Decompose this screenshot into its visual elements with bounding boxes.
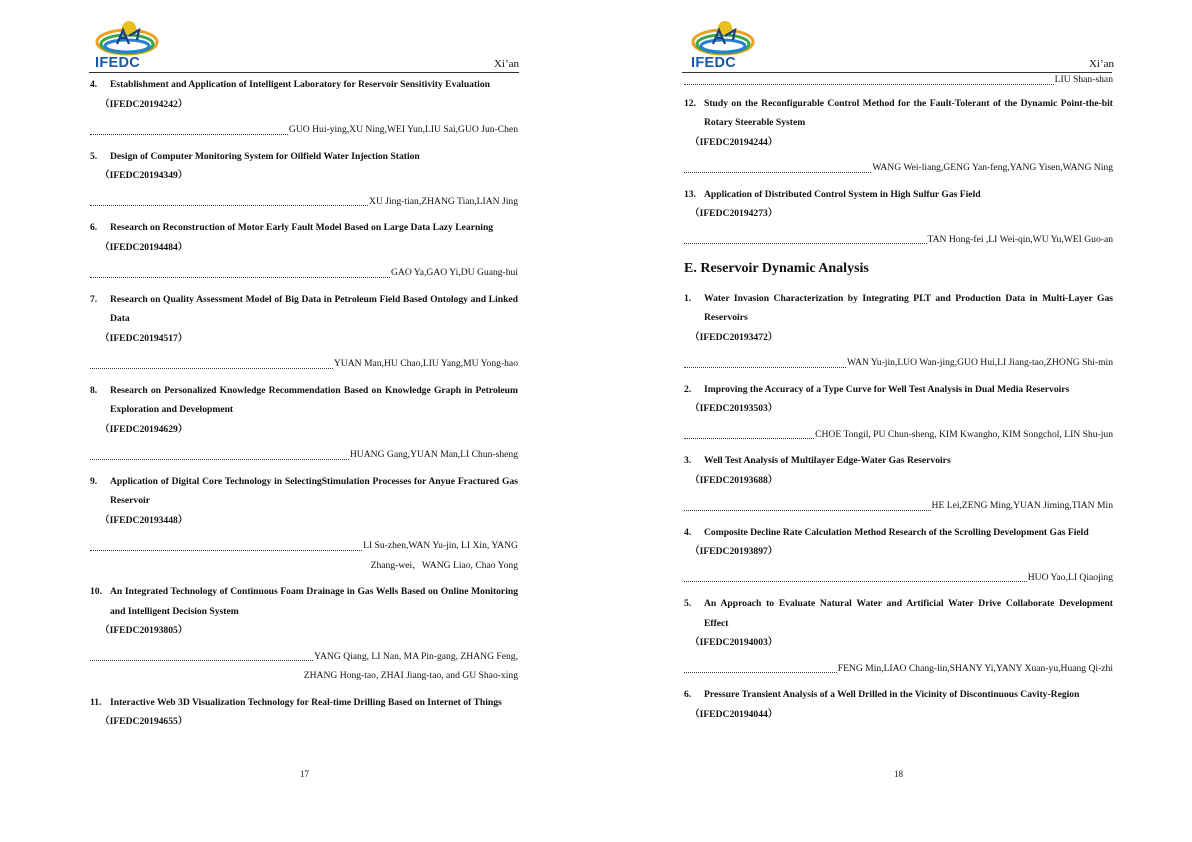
right-page [596, 0, 1192, 842]
leader-dots [684, 428, 814, 439]
left-entry-list [90, 74, 518, 732]
right-entry-list [684, 74, 1113, 724]
author-names: YUAN Man,HU Chao,LIU Yang,MU Yong-hao [333, 358, 518, 369]
paper-title: Research on Quality Assessment Model of Big Data in Petroleum Field Based Ontology and Linked Data [110, 293, 518, 324]
entry-number: 7. [90, 293, 98, 305]
paper-title: Water Invasion Characterization by Integrating PLT and Production Data in Multi-Layer Gas Reservoirs [704, 292, 1113, 323]
entry-number: 10. [90, 586, 102, 597]
paper-code: （IFEDC20194044） [690, 708, 778, 720]
entry-number: 4. [90, 79, 98, 90]
leader-dots [90, 267, 390, 278]
paper-title: Interactive Web 3D Visualization Technology for Real-time Drilling Based on Internet of Things [110, 696, 502, 708]
leader-dots [684, 74, 1054, 85]
author-names: XU Jing-tian,ZHANG Tian,LIAN Jing [369, 195, 518, 207]
paper-code: （IFEDC20194003） [690, 637, 778, 648]
paper-code: （IFEDC20193472） [690, 331, 778, 343]
section-heading: E. Reservoir Dynamic Analysis [684, 261, 869, 276]
carryover-authors [684, 70, 1113, 90]
paper-entry [90, 75, 518, 140]
paper-title: Improving the Accuracy of a Type Curve for Well Test Analysis in Dual Media Reservoirs [704, 383, 1070, 395]
paper-title: Pressure Transient Analysis of a Well Drilled in the Vicinity of Discontinuous Cavity-Region [704, 689, 1080, 700]
author-names: GUO Hui-ying,XU Ning,WEI Yun,LIU Sai,GUO Jun-Chen [288, 124, 518, 135]
leader-dots [90, 195, 368, 206]
author-names-continued: ZHANG Hong-tao, ZHAI Jiang-tao, and GU Shao-xing [303, 670, 518, 681]
paper-code: （IFEDC20194273） [690, 208, 778, 219]
paper-code: （IFEDC20194349） [100, 170, 188, 181]
author-line [90, 647, 518, 686]
author-names: YANG Qiang, LI Nan, MA Pin-gang, ZHANG Feng, [314, 650, 518, 662]
leader-dots [684, 162, 871, 173]
paper-entry [684, 94, 1113, 178]
paper-entry [90, 693, 518, 732]
entry-number: 9. [90, 475, 98, 487]
logo-text: IFEDC [95, 55, 140, 71]
author-line [684, 568, 1113, 588]
paper-entry [684, 523, 1113, 588]
paper-title: Research on Personalized Knowledge Recommendation Based on Knowledge Graph in Petroleum Exploration and Development [110, 384, 518, 415]
entry-number: 3. [684, 455, 692, 466]
paper-entry [684, 451, 1113, 516]
paper-code: （IFEDC20193503） [690, 403, 778, 414]
author-names: LI Su-zhen,WAN Yu-jin, LI Xin, YANG [363, 540, 518, 551]
entry-number: 1. [684, 292, 692, 304]
logo-graphic-icon [93, 18, 161, 58]
entry-number: 12. [684, 97, 696, 109]
paper-code: （IFEDC20194655） [100, 716, 188, 727]
paper-title: Establishment and Application of Intelligent Laboratory for Reservoir Sensitivity Evaluation [110, 79, 490, 90]
paper-title: Application of Distributed Control System in High Sulfur Gas Field [704, 188, 981, 200]
header-city: Xi’an [493, 58, 519, 70]
leader-dots [684, 662, 837, 673]
author-line [90, 192, 518, 212]
paper-title: An Approach to Evaluate Natural Water and Artificial Water Drive Collaborate Development Effect [704, 598, 1113, 629]
entry-number: 6. [90, 222, 98, 233]
leader-dots [90, 449, 349, 460]
author-names: HUANG Gang,YUAN Man,LI Chun-sheng [349, 449, 518, 460]
leader-dots [684, 357, 846, 368]
logo-graphic-icon [689, 18, 757, 58]
author-names: CHOE Tongil, PU Chun-sheng, KIM Kwangho, KIM Songchol, LIN Shu-jun [815, 428, 1113, 440]
author-names: LIU Shan-shan [1054, 74, 1113, 85]
entry-number: 6. [684, 689, 692, 700]
paper-code: （IFEDC20194242） [100, 98, 188, 110]
paper-entry [684, 380, 1113, 445]
paper-title: Well Test Analysis of Multilayer Edge-Water Gas Reservoirs [704, 455, 951, 466]
author-line [684, 659, 1113, 679]
leader-dots [90, 540, 362, 551]
paper-title: Composite Decline Rate Calculation Method Research of the Scrolling Development Gas Field [704, 526, 1089, 538]
author-names: WAN Yu-jin,LUO Wan-jing,GUO Hui,LI Jiang-tao,ZHONG Shi-min [847, 357, 1113, 368]
leader-dots [684, 233, 927, 244]
author-names: FENG Min,LIAO Chang-lin,SHANY Yi,YANY Xuan-yu,Huang Qi-zhi [837, 662, 1113, 674]
author-line [90, 120, 518, 140]
author-line [684, 496, 1113, 516]
paper-code: （IFEDC20194244） [690, 136, 778, 148]
ifedc-logo [689, 18, 757, 72]
header-city: Xi’an [1088, 58, 1114, 70]
author-names: WANG Wei-liang,GENG Yan-feng,YANG Yisen,WANG Ning [872, 162, 1113, 173]
entry-number: 8. [90, 384, 98, 396]
paper-entry [684, 185, 1113, 250]
ifedc-logo [93, 18, 161, 72]
leader-dots [684, 571, 1027, 582]
leader-dots [90, 650, 313, 661]
entry-number: 5. [684, 598, 692, 609]
author-line [90, 536, 518, 575]
paper-code: （IFEDC20193805） [100, 625, 188, 636]
author-line [90, 263, 518, 283]
entry-number: 13. [684, 188, 696, 200]
paper-entry [684, 289, 1113, 373]
paper-entry [90, 147, 518, 212]
author-names: TAN Hong-fei ,LI Wei-qin,WU Yu,WEI Guo-an [927, 233, 1113, 245]
paper-code: （IFEDC20193897） [690, 546, 778, 557]
author-names: HE Lei,ZENG Ming,YUAN Jiming,TIAN Min [931, 500, 1113, 511]
paper-entry [684, 594, 1113, 678]
paper-title: Research on Reconstruction of Motor Early Fault Model Based on Large Data Lazy Learning [110, 222, 494, 233]
page-number: 18 [894, 769, 903, 779]
entry-number: 11. [90, 696, 102, 708]
entry-number: 4. [684, 526, 692, 538]
author-names: HUO Yao,LI Qiaojing [1027, 571, 1113, 583]
leader-dots [684, 500, 931, 511]
author-line [90, 445, 518, 465]
paper-entry [90, 218, 518, 283]
paper-title: An Integrated Technology of Continuous Foam Drainage in Gas Wells Based on Online Monitoring and Intelligent Decision System [110, 586, 518, 617]
paper-entry [90, 381, 518, 465]
leader-dots [90, 124, 288, 135]
author-line [684, 158, 1113, 178]
logo-text: IFEDC [691, 55, 736, 71]
paper-code: （IFEDC20194517） [100, 332, 188, 344]
paper-title: Study on the Reconfigurable Control Method for the Fault-Tolerant of the Dynamic Point-the-bit Rotary Steerable System [704, 97, 1113, 128]
paper-code: （IFEDC20194484） [100, 241, 188, 253]
page-number: 17 [300, 769, 309, 779]
paper-entry [90, 582, 518, 686]
author-line [684, 353, 1113, 373]
paper-entry [90, 290, 518, 374]
paper-entry [90, 472, 518, 576]
author-line [684, 230, 1113, 250]
paper-title: Design of Computer Monitoring System for Oilfield Water Injection Station [110, 150, 420, 162]
entry-number: 5. [90, 150, 98, 162]
author-names-continued: Zhang-wei，WANG Liao, Chao Yong [370, 559, 518, 571]
paper-code: （IFEDC20193448） [100, 514, 188, 526]
paper-title: Application of Digital Core Technology in SelectingStimulation Processes for Anyue Fractured Gas Reservoir [110, 475, 518, 506]
header-rule [89, 72, 519, 73]
paper-entry [684, 685, 1113, 724]
author-names: GAO Ya,GAO Yi,DU Guang-hui [390, 267, 518, 278]
paper-code: （IFEDC20194629） [100, 423, 188, 435]
entry-number: 2. [684, 383, 692, 395]
author-line [90, 354, 518, 374]
author-line [684, 425, 1113, 445]
paper-code: （IFEDC20193688） [690, 474, 778, 486]
leader-dots [90, 358, 333, 369]
